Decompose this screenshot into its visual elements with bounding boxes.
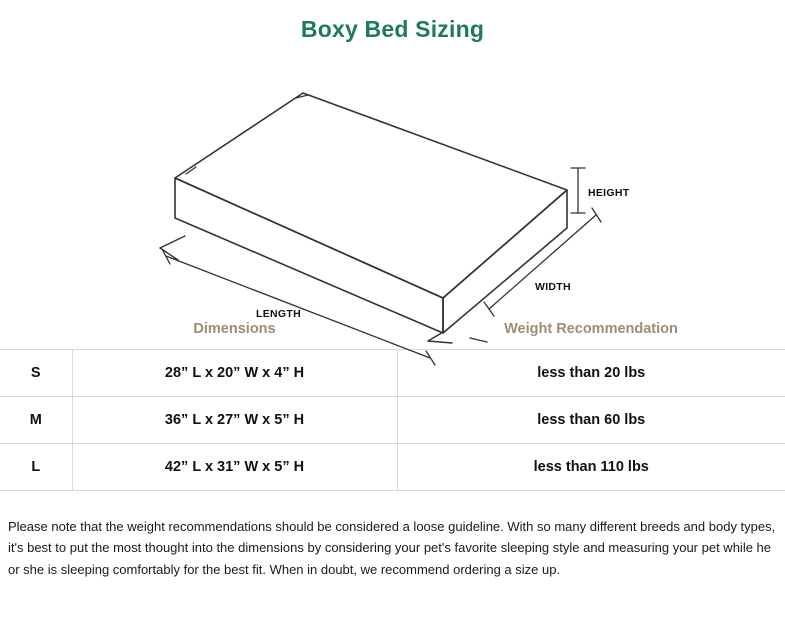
- table-row: [0, 397, 785, 444]
- cell-size: M: [0, 397, 72, 444]
- column-header-dimensions: Dimensions: [193, 321, 276, 337]
- sizing-table: [0, 313, 785, 491]
- sizing-chart-page: [0, 16, 785, 635]
- cell-dimensions: 42” L x 31” W x 5” H: [72, 444, 397, 491]
- table-row: [0, 350, 785, 397]
- footer-note: Please note that the weight recommendations should be considered a loose guideline. With so many different breeds and body types, it's best to put the most thought into the dimensions by considering your pet's favorite sleeping style and measuring your pet while he or she is sleeping comfortably for the best fit. When in doubt, we recommend ordering a size up.: [8, 519, 776, 577]
- cell-size: L: [0, 444, 72, 491]
- table-row: [0, 444, 785, 491]
- page-title: Boxy Bed Sizing: [300, 16, 485, 42]
- cell-dimensions: 36” L x 27” W x 5” H: [72, 397, 397, 444]
- cell-weight: less than 20 lbs: [397, 350, 785, 397]
- cell-weight: less than 60 lbs: [397, 397, 785, 444]
- width-label: WIDTH: [535, 281, 571, 293]
- cell-size: S: [0, 350, 72, 397]
- column-header-weight: Weight Recommendation: [504, 321, 678, 337]
- length-label: LENGTH: [256, 308, 301, 320]
- cell-weight: less than 110 lbs: [397, 444, 785, 491]
- bed-diagram: [0, 43, 785, 320]
- height-label: HEIGHT: [588, 187, 630, 199]
- cell-dimensions: 28” L x 20” W x 4” H: [72, 350, 397, 397]
- column-header-size: [0, 313, 72, 350]
- table-body: [0, 350, 785, 491]
